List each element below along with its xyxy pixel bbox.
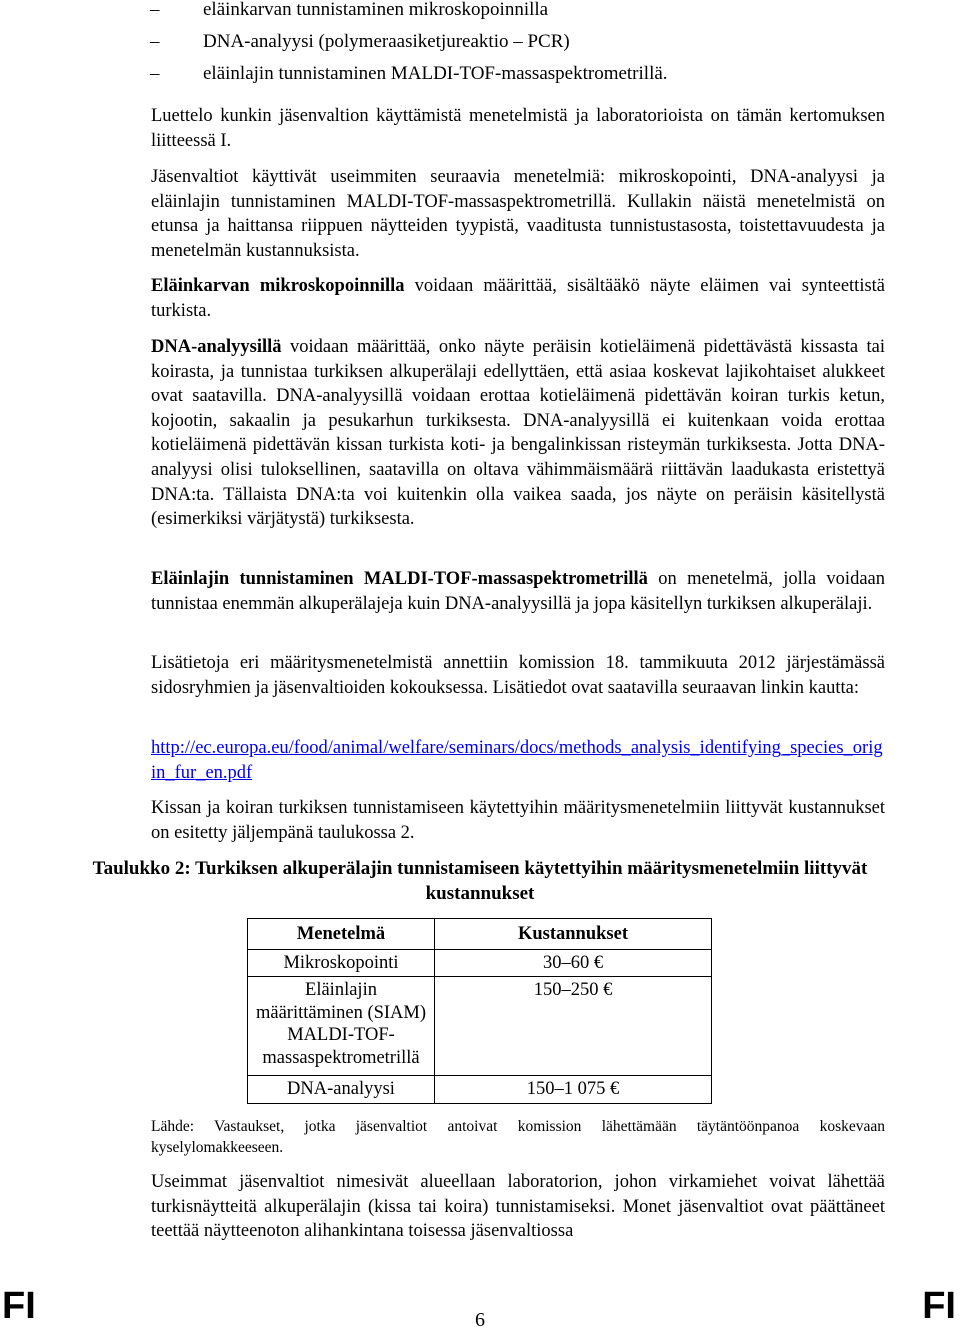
bold-term-microscopy: Eläinkarvan mikroskopoinnilla bbox=[151, 276, 405, 296]
bullet-item bbox=[150, 29, 890, 61]
footer-language-left: FI bbox=[2, 1285, 36, 1327]
table-cell-cost: 30–60 € bbox=[435, 949, 712, 977]
table-cell-method: Eläinlajin määrittäminen (SIAM) MALDI-TOF-massaspektrometrillä bbox=[248, 977, 435, 1076]
table-cell-method: Mikroskopointi bbox=[248, 949, 435, 977]
table-cell-cost: 150–1 075 € bbox=[435, 1076, 712, 1104]
paragraph-text: voidaan määrittää, onko näyte peräisin kotieläimenä pidettävästä kissasta tai koirasta, ja tunnistaa turkiksen alkuperälaji edellyttäen, että asiaa koskevat lajikohtaiset alukkeet ovat saatavilla. DNA-analyysillä voidaan erottaa kotieläimenä pidettävän koiran turkis ketun, kojootin, sakaalin ja pesukarhun turkiksesta. DNA-analyysillä ei kuitenkaan voida erottaa kotieläimenä pidettävän kissan turkista koti- ja bengalinkissan risteymän turkiksesta. Jotta DNA-analyysi olisi tuloksellinen, saatavilla on oltava vähimmäismäärä riittävän laadukasta eristettyä DNA:ta. Tällaista DNA:ta voi kuitenkin olla vaikea saada, jos näyte on peräisin käsitellystä (esimerkiksi värjätystä) turkiksesta. bbox=[151, 337, 885, 530]
table-header-row bbox=[248, 919, 712, 950]
bullet-dash: – bbox=[150, 63, 160, 84]
cost-table bbox=[247, 918, 712, 1104]
paragraph-text: voidaan määrittää, sisältääkö näyte eläimen vai synteettistä turkista. bbox=[151, 276, 886, 321]
bullet-dash: – bbox=[150, 31, 160, 52]
bold-term-maldi: Eläinlajin tunnistaminen MALDI-TOF-massaspektrometrillä bbox=[151, 569, 648, 589]
table-header-cell: Kustannukset bbox=[435, 919, 712, 950]
table-row bbox=[248, 1076, 712, 1104]
paragraph-link bbox=[151, 736, 885, 785]
table-header-cell: Menetelmä bbox=[248, 919, 435, 950]
table-caption: Taulukko 2: Turkiksen alkuperälajin tunnistamiseen käytettyihin määritysmenetelmiin liittyvät kustannukset bbox=[92, 858, 868, 904]
bullet-text: eläinlajin tunnistaminen MALDI-TOF-massaspektrometrillä. bbox=[203, 63, 668, 84]
bullet-text: DNA-analyysi (polymeraasiketjureaktio – PCR) bbox=[203, 31, 570, 52]
paragraph-further-info: Lisätietoja eri määritysmenetelmistä annettiin komission 18. tammikuuta 2012 järjestämässä sidosryhmien ja jäsenvaltioiden kokouksessa. Lisätiedot ovat saatavilla seuraavan linkin kautta: bbox=[151, 653, 885, 698]
footer-language-right: FI bbox=[922, 1285, 956, 1327]
bullet-text: eläinkarvan tunnistaminen mikroskopoinnilla bbox=[203, 0, 549, 20]
method-bullet-list bbox=[150, 0, 890, 93]
paragraph-text: on menetelmä, jolla voidaan tunnistaa enemmän alkuperälajeja kuin DNA-analyysillä ja jopa käsitellyn turkiksen alkuperälaji. bbox=[151, 569, 885, 614]
paragraph-costs-intro: Kissan ja koiran turkiksen tunnistamiseen käytettyihin määritysmenetelmiin liittyvät kustannukset on esitetty jäljempänä taulukossa 2. bbox=[151, 798, 885, 843]
paragraph-laboratories: Useimmat jäsenvaltiot nimesivät alueellaan laboratorion, johon virkamiehet voivat lähettää turkisnäytteitä alkuperälajin (kissa tai koira) tunnistamiseksi. Monet jäsenvaltiot ovat päättäneet teettää näytteenoton alihankintana toisessa jäsenvaltiossa bbox=[151, 1172, 885, 1242]
paragraph-microscopy bbox=[151, 274, 885, 323]
bold-term-dna: DNA-analyysillä bbox=[151, 337, 282, 357]
paragraph-maldi-tof bbox=[151, 567, 885, 616]
table-source-note: Lähde: Vastaukset, jotka jäsenvaltiot antoivat komission lähettämään täytäntöönpanoa koskevaan kyselylomakkeeseen. bbox=[151, 1118, 885, 1156]
table-row bbox=[248, 977, 712, 1076]
bullet-item bbox=[150, 0, 890, 29]
bullet-item bbox=[150, 61, 890, 93]
bullet-dash: – bbox=[150, 0, 160, 20]
table-cell-method: DNA-analyysi bbox=[248, 1076, 435, 1104]
page-number: 6 bbox=[475, 1309, 485, 1331]
table-cell-cost: 150–250 € bbox=[435, 977, 712, 1076]
paragraph-methods-overview: Jäsenvaltiot käyttivät useimmiten seuraavia menetelmiä: mikroskopointi, DNA-analyysi ja eläinlajin tunnistaminen MALDI-TOF-massaspektrometrillä. Kullakin näistä menetelmistä on etunsa ja haittansa riippuen näytteiden tyypistä, vaaditusta tunnistustasosta, toistettavuudesta ja menetelmän kustannuksista. bbox=[151, 167, 885, 261]
methods-pdf-link[interactable]: http://ec.europa.eu/food/animal/welfare/seminars/docs/methods_analysis_identifying_species_origin_fur_en.pdf bbox=[151, 738, 883, 783]
paragraph-annex-reference: Luettelo kunkin jäsenvaltion käyttämistä menetelmistä ja laboratorioista on tämän kertomuksen liitteessä I. bbox=[151, 106, 885, 151]
paragraph-dna-analysis bbox=[151, 335, 885, 532]
table-row bbox=[248, 949, 712, 977]
